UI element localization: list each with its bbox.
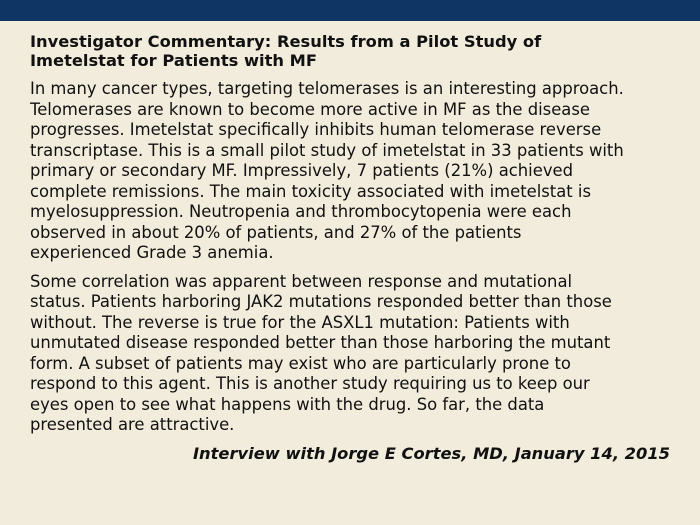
- slide-title: [30, 32, 680, 70]
- text-line: respond to this agent. This is another study requiring us to keep our: [30, 374, 590, 393]
- text-line: eyes open to see what happens with the drug. So far, the data: [30, 394, 545, 414]
- title-line: Investigator Commentary: Results from a Pilot Study of: [30, 32, 542, 51]
- commentary-paragraph-2: [30, 272, 680, 436]
- slide-content: [30, 32, 680, 464]
- text-line: Some correlation was apparent between response and mutational: [30, 271, 573, 291]
- interview-citation: Interview with Jorge E Cortes, MD, January 14, 2015: [193, 443, 670, 463]
- text-line: observed in about 20% of patients, and 27% of the patients: [30, 222, 522, 242]
- text-line: complete remissions. The main toxicity associated with imetelstat is: [30, 181, 592, 201]
- text-line: Telomerases are known to become more active in MF as the disease: [30, 99, 590, 119]
- text-line: experienced Grade 3 anemia.: [30, 243, 274, 262]
- text-line: myelosuppression. Neutropenia and thrombocytopenia were each: [30, 202, 572, 221]
- text-line: transcriptase. This is a small pilot study of imetelstat in 33 patients with: [30, 140, 624, 160]
- text-line: progresses. Imetelstat specifically inhibits human telomerase reverse: [30, 120, 602, 139]
- text-line: presented are attractive.: [30, 415, 235, 434]
- text-line: unmutated disease responded better than those harboring the mutant: [30, 333, 611, 352]
- text-line: without. The reverse is true for the ASXL1 mutation: Patients with: [30, 312, 570, 332]
- header-bar: [0, 0, 700, 21]
- text-line: status. Patients harboring JAK2 mutations responded better than those: [30, 292, 612, 311]
- text-line: primary or secondary MF. Impressively, 7 patients (21%) achieved: [30, 161, 574, 180]
- text-line: In many cancer types, targeting telomerases is an interesting approach.: [30, 79, 624, 98]
- text-line: form. A subset of patients may exist who are particularly prone to: [30, 353, 571, 373]
- commentary-paragraph-1: [30, 79, 680, 264]
- title-line: Imetelstat for Patients with MF: [30, 51, 317, 70]
